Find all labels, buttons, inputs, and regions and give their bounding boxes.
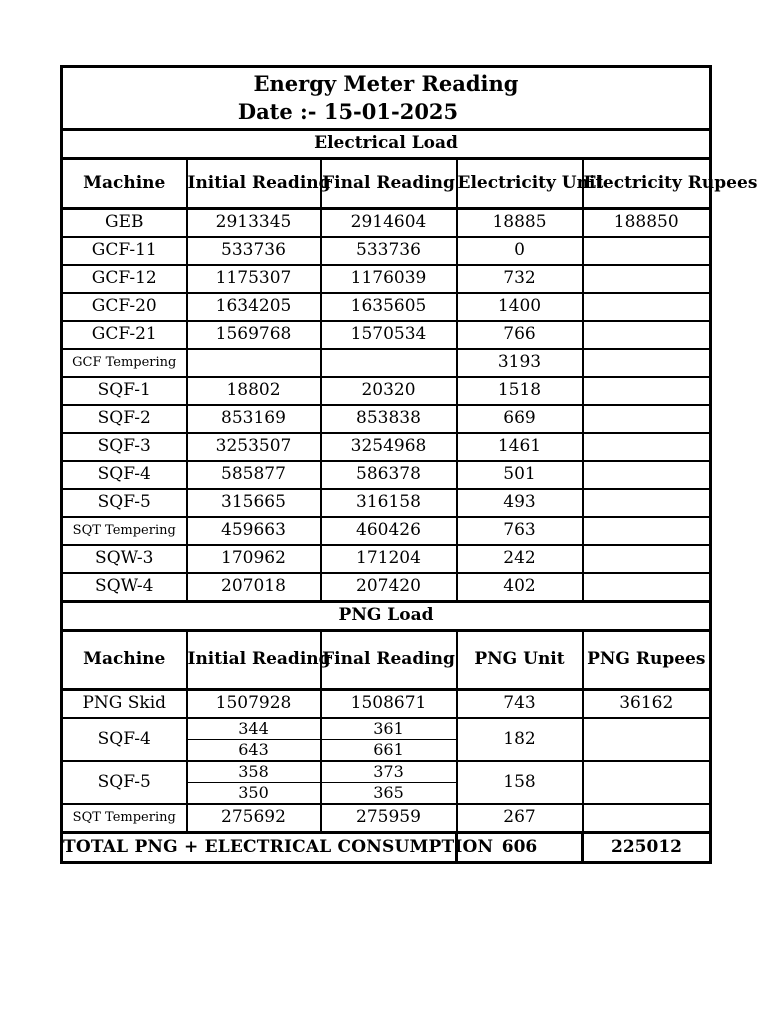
electricity-rupees bbox=[583, 349, 711, 377]
electricity-unit: 18885 bbox=[457, 209, 583, 238]
machine-name: SQF-5 bbox=[62, 761, 187, 804]
final-reading: 373 bbox=[321, 761, 457, 783]
final-reading: 853838 bbox=[321, 405, 457, 433]
table-row bbox=[62, 433, 711, 461]
final-reading: 533736 bbox=[321, 237, 457, 265]
electricity-unit: 501 bbox=[457, 461, 583, 489]
header-final-reading: Final Reading bbox=[321, 159, 457, 209]
electricity-rupees bbox=[583, 237, 711, 265]
header-electricity-rupees: Electricity Rupees bbox=[583, 159, 711, 209]
machine-name: SQW-3 bbox=[62, 545, 187, 573]
electricity-unit: 1518 bbox=[457, 377, 583, 405]
png-rupees bbox=[583, 718, 711, 761]
png-unit: 182 bbox=[457, 718, 583, 761]
table-row bbox=[62, 349, 711, 377]
machine-name: SQT Tempering bbox=[62, 517, 187, 545]
total-row bbox=[62, 833, 711, 863]
machine-name: SQF-1 bbox=[62, 377, 187, 405]
machine-name: GCF-21 bbox=[62, 321, 187, 349]
page-title: Energy Meter Reading bbox=[253, 71, 519, 96]
final-reading: 1508671 bbox=[321, 690, 457, 719]
machine-name: PNG Skid bbox=[62, 690, 187, 719]
table-row bbox=[62, 293, 711, 321]
initial-reading: 1507928 bbox=[187, 690, 321, 719]
table-row bbox=[62, 209, 711, 238]
electricity-unit: 766 bbox=[457, 321, 583, 349]
initial-reading: 315665 bbox=[187, 489, 321, 517]
table-row bbox=[62, 489, 711, 517]
final-reading: 1635605 bbox=[321, 293, 457, 321]
machine-name: SQF-2 bbox=[62, 405, 187, 433]
total-label: TOTAL PNG + ELECTRICAL CONSUMPTION bbox=[62, 833, 457, 863]
electricity-unit: 1400 bbox=[457, 293, 583, 321]
electricity-rupees bbox=[583, 321, 711, 349]
final-reading: 1176039 bbox=[321, 265, 457, 293]
table-row bbox=[62, 517, 711, 545]
electricity-rupees: 188850 bbox=[583, 209, 711, 238]
energy-meter-table bbox=[60, 65, 758, 864]
electricity-rupees bbox=[583, 377, 711, 405]
total-unit: 606 bbox=[457, 833, 583, 863]
final-reading: 365 bbox=[321, 783, 457, 805]
header-final-reading: Final Reading bbox=[321, 631, 457, 690]
final-reading: 661 bbox=[321, 740, 457, 762]
electricity-rupees bbox=[583, 293, 711, 321]
table-row bbox=[62, 321, 711, 349]
header-machine: Machine bbox=[62, 159, 187, 209]
machine-name: SQF-4 bbox=[62, 718, 187, 761]
initial-reading: 170962 bbox=[187, 545, 321, 573]
initial-reading: 344 bbox=[187, 718, 321, 740]
initial-reading: 2913345 bbox=[187, 209, 321, 238]
electricity-rupees bbox=[583, 433, 711, 461]
final-reading: 460426 bbox=[321, 517, 457, 545]
final-reading: 171204 bbox=[321, 545, 457, 573]
machine-name: SQF-4 bbox=[62, 461, 187, 489]
initial-reading: 207018 bbox=[187, 573, 321, 602]
machine-name: GCF-12 bbox=[62, 265, 187, 293]
header-initial-reading: Initial Reading bbox=[187, 159, 321, 209]
initial-reading: 358 bbox=[187, 761, 321, 783]
electricity-unit: 1461 bbox=[457, 433, 583, 461]
table-row bbox=[62, 265, 711, 293]
final-reading: 1570534 bbox=[321, 321, 457, 349]
total-rupees: 225012 bbox=[583, 833, 711, 863]
initial-reading: 853169 bbox=[187, 405, 321, 433]
report-date: Date :- 15-01-2025 bbox=[237, 99, 459, 124]
png-rupees: 36162 bbox=[583, 690, 711, 719]
table-row bbox=[62, 405, 711, 433]
final-reading: 20320 bbox=[321, 377, 457, 405]
png-rupees bbox=[583, 804, 711, 833]
electricity-rupees bbox=[583, 545, 711, 573]
table-row bbox=[62, 690, 711, 719]
initial-reading: 459663 bbox=[187, 517, 321, 545]
png-header-row bbox=[62, 631, 711, 690]
final-reading bbox=[321, 349, 457, 377]
electricity-unit: 732 bbox=[457, 265, 583, 293]
table-row bbox=[62, 718, 711, 740]
table-row bbox=[62, 804, 711, 833]
electricity-unit: 763 bbox=[457, 517, 583, 545]
electricity-unit: 0 bbox=[457, 237, 583, 265]
electricity-unit: 493 bbox=[457, 489, 583, 517]
initial-reading bbox=[187, 349, 321, 377]
machine-name: GCF-20 bbox=[62, 293, 187, 321]
header-machine: Machine bbox=[62, 631, 187, 690]
electricity-rupees bbox=[583, 405, 711, 433]
machine-name: SQF-3 bbox=[62, 433, 187, 461]
initial-reading: 585877 bbox=[187, 461, 321, 489]
header-electricity-unit: Electricity Unit bbox=[457, 159, 583, 209]
table-row bbox=[62, 545, 711, 573]
initial-reading: 533736 bbox=[187, 237, 321, 265]
png-section-row bbox=[62, 602, 711, 631]
final-reading: 207420 bbox=[321, 573, 457, 602]
initial-reading: 643 bbox=[187, 740, 321, 762]
final-reading: 586378 bbox=[321, 461, 457, 489]
png-section-title: PNG Load bbox=[62, 602, 711, 631]
electricity-rupees bbox=[583, 265, 711, 293]
table-row bbox=[62, 377, 711, 405]
final-reading: 316158 bbox=[321, 489, 457, 517]
png-rupees bbox=[583, 761, 711, 804]
machine-name: SQT Tempering bbox=[62, 804, 187, 833]
initial-reading: 275692 bbox=[187, 804, 321, 833]
electricity-unit: 242 bbox=[457, 545, 583, 573]
final-reading: 2914604 bbox=[321, 209, 457, 238]
png-unit: 743 bbox=[457, 690, 583, 719]
table-row bbox=[62, 761, 711, 783]
machine-name: GEB bbox=[62, 209, 187, 238]
electricity-unit: 669 bbox=[457, 405, 583, 433]
electricity-rupees bbox=[583, 461, 711, 489]
initial-reading: 1634205 bbox=[187, 293, 321, 321]
initial-reading: 1569768 bbox=[187, 321, 321, 349]
header-initial-reading: Initial Reading bbox=[187, 631, 321, 690]
electricity-unit: 402 bbox=[457, 573, 583, 602]
electricity-rupees bbox=[583, 517, 711, 545]
initial-reading: 3253507 bbox=[187, 433, 321, 461]
initial-reading: 1175307 bbox=[187, 265, 321, 293]
table-row bbox=[62, 237, 711, 265]
table-row bbox=[62, 573, 711, 602]
machine-name: SQF-5 bbox=[62, 489, 187, 517]
header-png-rupees: PNG Rupees bbox=[583, 631, 711, 690]
final-reading: 3254968 bbox=[321, 433, 457, 461]
table-row bbox=[62, 461, 711, 489]
electricity-rupees bbox=[583, 573, 711, 602]
initial-reading: 18802 bbox=[187, 377, 321, 405]
electricity-unit: 3193 bbox=[457, 349, 583, 377]
electricity-rupees bbox=[583, 489, 711, 517]
png-unit: 158 bbox=[457, 761, 583, 804]
machine-name: GCF Tempering bbox=[62, 349, 187, 377]
electrical-header-row bbox=[62, 159, 711, 209]
header-png-unit: PNG Unit bbox=[457, 631, 583, 690]
electrical-section-title: Electrical Load bbox=[62, 130, 711, 159]
initial-reading: 350 bbox=[187, 783, 321, 805]
png-unit: 267 bbox=[457, 804, 583, 833]
final-reading: 275959 bbox=[321, 804, 457, 833]
title-block bbox=[62, 67, 711, 130]
machine-name: GCF-11 bbox=[62, 237, 187, 265]
machine-name: SQW-4 bbox=[62, 573, 187, 602]
final-reading: 361 bbox=[321, 718, 457, 740]
